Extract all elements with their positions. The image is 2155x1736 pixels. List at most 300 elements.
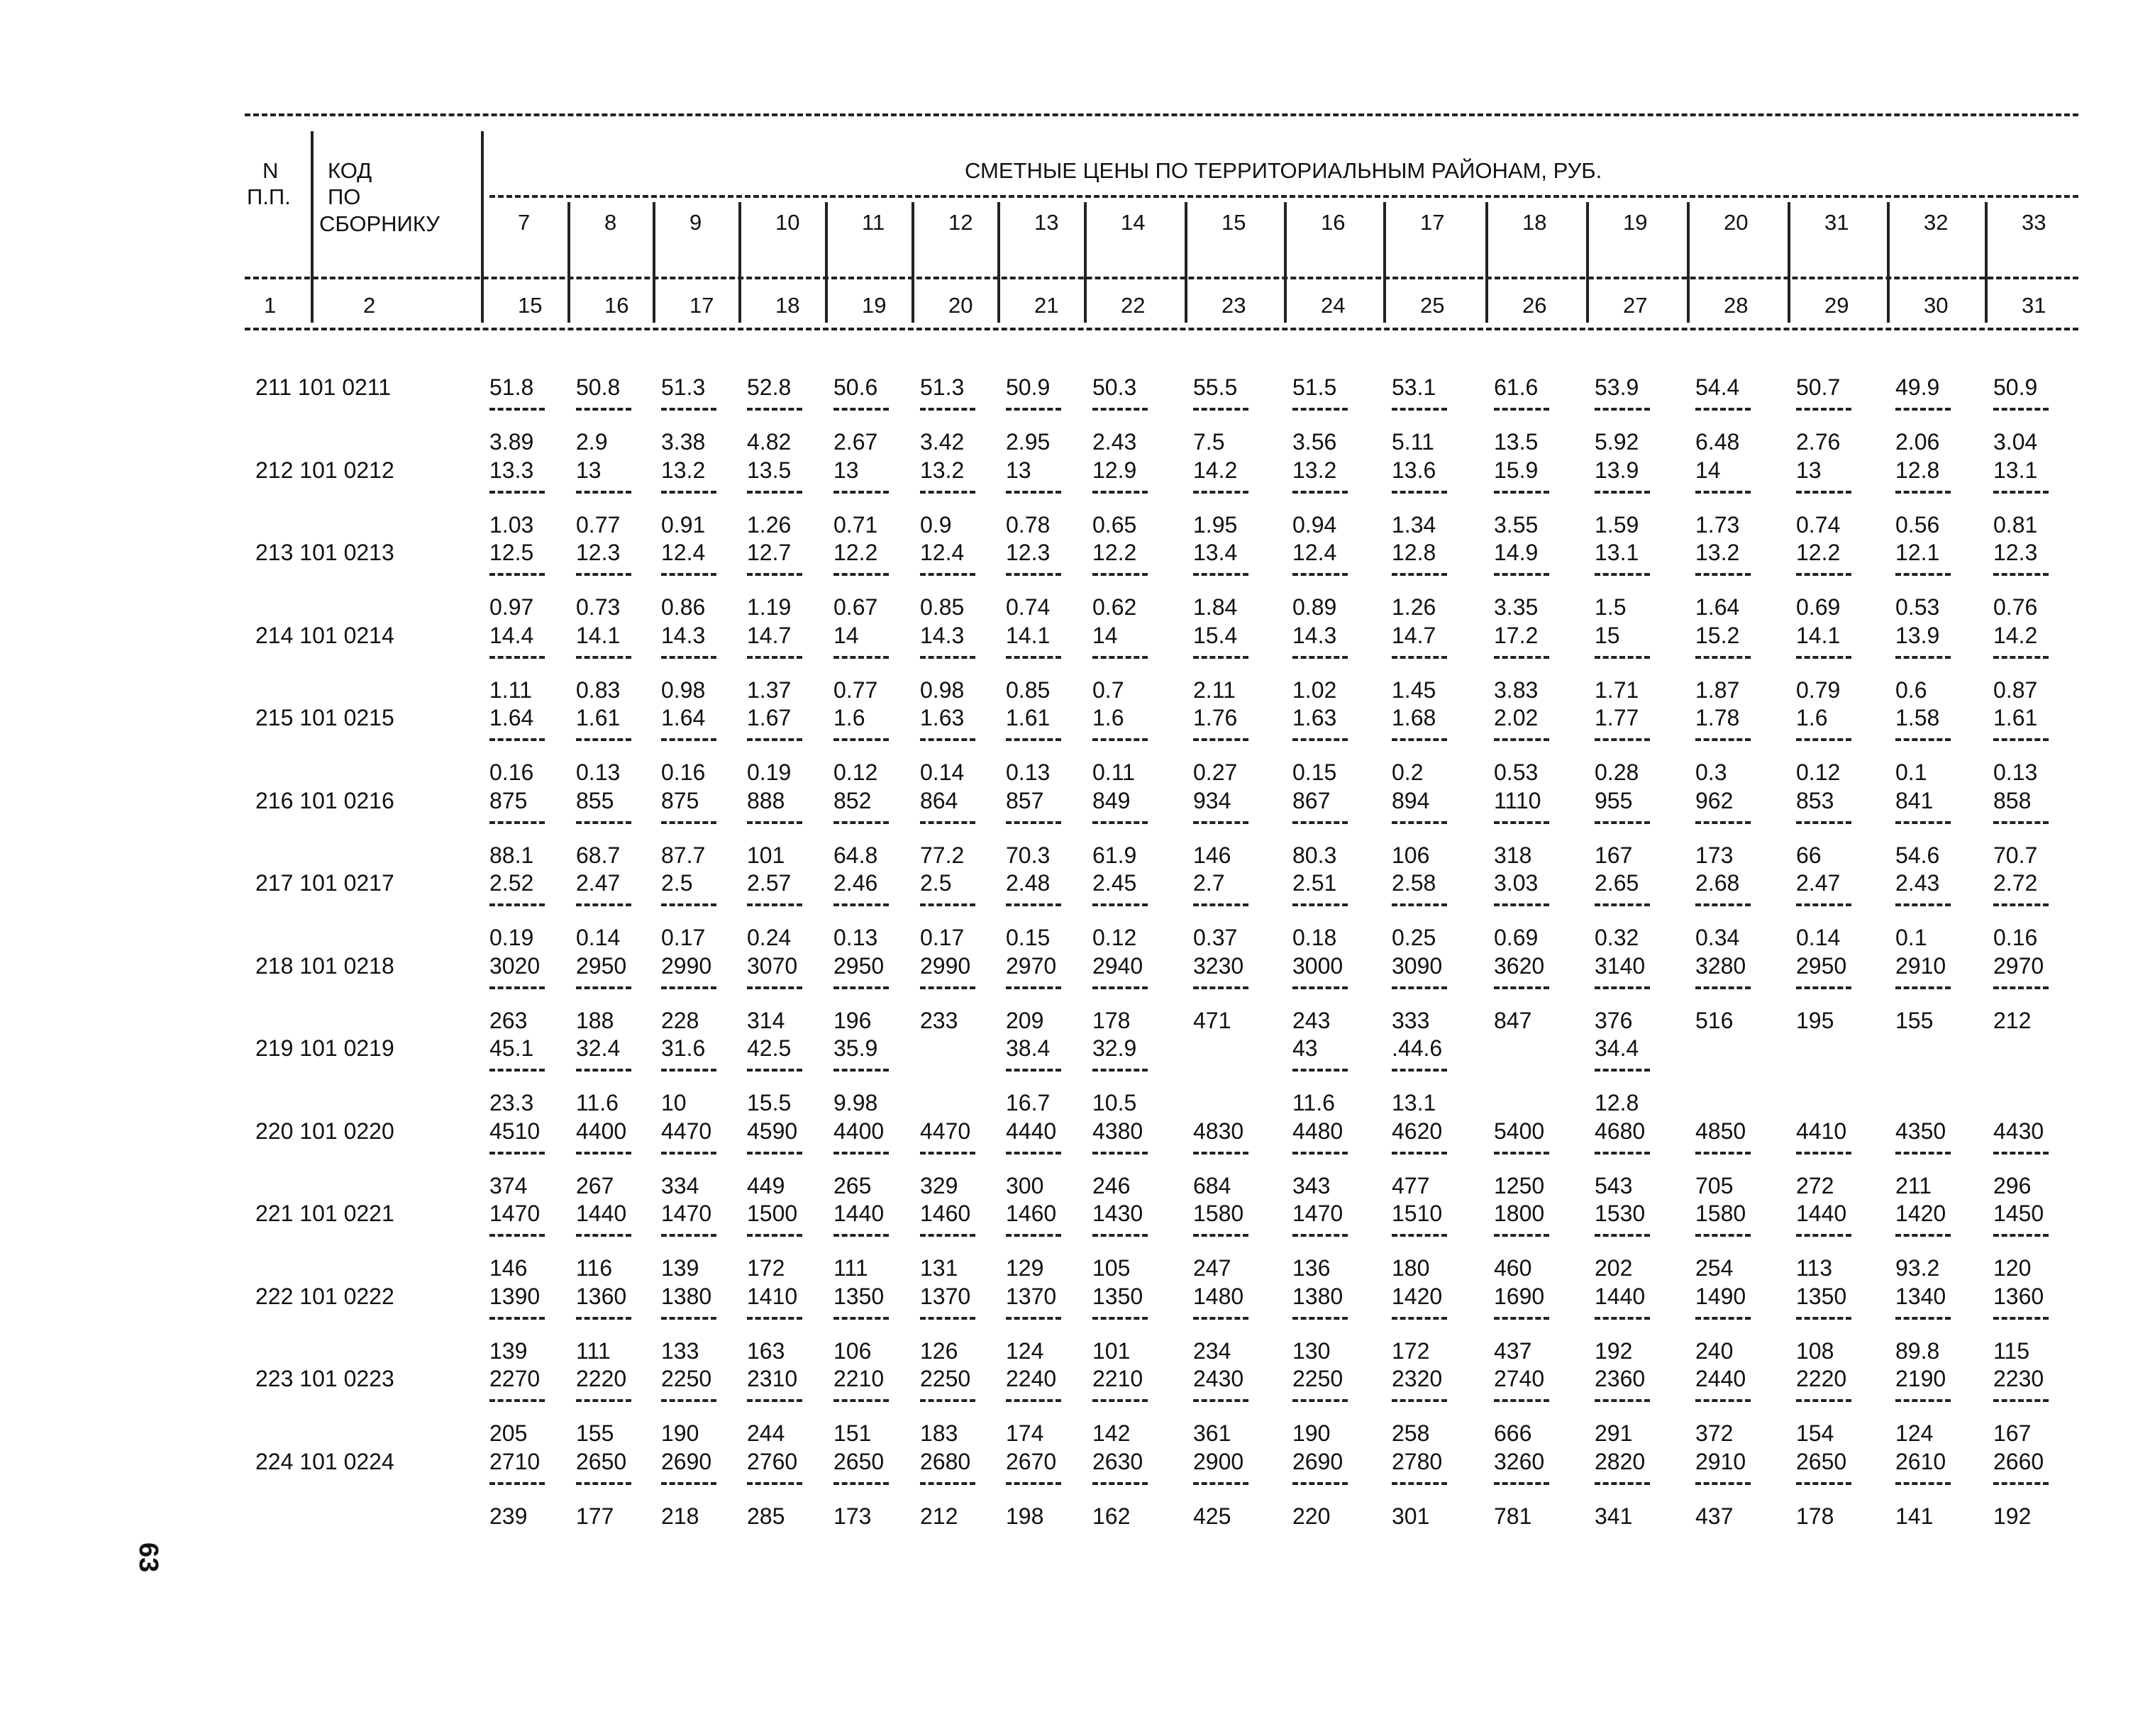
wage-value: 188	[576, 1007, 614, 1033]
wage-value: 0.56	[1895, 511, 1940, 538]
wage-value: 0.94	[1292, 511, 1337, 538]
row-code: 220 101 0220	[255, 1118, 394, 1144]
price-value: 1470	[489, 1201, 541, 1226]
fraction-line	[1092, 1317, 1148, 1320]
fraction-line	[489, 656, 545, 659]
wage-value: 0.11	[1092, 760, 1135, 785]
fraction-line	[576, 903, 631, 906]
wage-value: 666	[1494, 1420, 1532, 1446]
price-value: 32.4	[576, 1035, 621, 1061]
price-value: 2970	[1993, 952, 2044, 979]
price-value: 2910	[1695, 1448, 1746, 1474]
wage-value: 173	[833, 1503, 872, 1529]
fraction-line	[1193, 1317, 1248, 1320]
fraction-line	[1092, 821, 1148, 824]
fraction-line	[1796, 1234, 1851, 1237]
fraction-line	[1595, 656, 1650, 659]
district-separator	[1586, 202, 1589, 323]
fraction-line	[576, 1317, 631, 1320]
fraction-line	[1494, 1152, 1549, 1154]
fraction-line	[1895, 1399, 1951, 1402]
header-index-2: 2	[363, 293, 376, 318]
price-value: 1370	[1006, 1283, 1057, 1309]
fraction-line	[1392, 903, 1447, 906]
fraction-line	[1392, 1399, 1447, 1402]
fraction-line	[920, 408, 975, 411]
wage-value: 243	[1292, 1007, 1331, 1033]
price-value: 2990	[920, 952, 971, 979]
price-value: 51.3	[920, 374, 965, 400]
header-title: СМЕТНЫЕ ЦЕНЫ ПО ТЕРРИТОРИАЛЬНЫМ РАЙОНАМ, РУБ.	[965, 158, 1602, 183]
wage-value: 0.74	[1006, 594, 1051, 620]
wage-value: 116	[576, 1255, 613, 1281]
wage-value: 425	[1193, 1503, 1231, 1529]
wage-value: 16.7	[1006, 1090, 1051, 1115]
fraction-line	[1595, 738, 1650, 741]
price-value: 12.1	[1895, 540, 1940, 565]
wage-value: 2.11	[1193, 677, 1236, 703]
price-value: 2710	[489, 1448, 541, 1474]
price-value: 3020	[489, 952, 541, 979]
fraction-line	[1796, 491, 1851, 494]
wage-value: 113	[1796, 1255, 1833, 1281]
wage-value: 376	[1595, 1007, 1633, 1033]
wage-value: 285	[747, 1503, 785, 1529]
price-value: 1.6	[833, 705, 865, 730]
fraction-line	[1006, 408, 1061, 411]
price-value: 13.2	[1292, 457, 1337, 483]
price-value: 2670	[1006, 1448, 1057, 1474]
price-value: 2210	[1092, 1366, 1143, 1391]
wage-value: 296	[1993, 1172, 2032, 1198]
price-value: 894	[1392, 787, 1430, 813]
price-value: 1350	[1092, 1283, 1143, 1309]
price-value: 14	[1092, 622, 1118, 648]
wage-value: 333	[1392, 1007, 1430, 1033]
wage-value: 0.15	[1006, 925, 1051, 950]
price-value: 13	[576, 457, 602, 483]
wage-value: 133	[661, 1337, 699, 1364]
price-value: 3.03	[1494, 870, 1539, 896]
wage-value: 198	[1006, 1503, 1044, 1529]
wage-value: 183	[920, 1420, 958, 1446]
column-number: 20	[948, 293, 973, 318]
wage-value: 87.7	[661, 842, 706, 868]
price-value: 1420	[1392, 1283, 1443, 1309]
wage-value: 543	[1595, 1172, 1633, 1198]
fraction-line	[1392, 986, 1447, 989]
wage-value: 146	[489, 1255, 528, 1281]
wage-value: 155	[576, 1420, 614, 1446]
price-value: 2650	[1796, 1448, 1847, 1474]
fraction-line	[1993, 1317, 2049, 1320]
district-separator	[653, 202, 655, 323]
column-number: 26	[1522, 293, 1547, 318]
district-separator	[1687, 202, 1690, 323]
fraction-line	[489, 1234, 545, 1237]
price-value: 1580	[1193, 1201, 1244, 1226]
fraction-line	[920, 821, 975, 824]
wage-value: 0.79	[1796, 677, 1841, 703]
wage-value: 0.98	[920, 677, 965, 703]
wage-value: 1.84	[1193, 594, 1238, 620]
column-number: 19	[862, 293, 887, 318]
price-value: 1580	[1695, 1201, 1746, 1226]
price-value: 35.9	[833, 1035, 878, 1061]
wage-value: 329	[920, 1172, 958, 1198]
fraction-line	[576, 738, 631, 741]
fraction-line	[1092, 573, 1148, 576]
price-value: 1440	[833, 1201, 885, 1226]
price-value: 3090	[1392, 952, 1443, 979]
price-value: 2940	[1092, 952, 1143, 979]
price-value: 1.6	[1796, 705, 1828, 730]
price-value: 12.2	[833, 540, 878, 565]
wage-value: 0.1	[1895, 925, 1927, 950]
fraction-line	[1993, 573, 2049, 576]
fraction-line	[833, 1152, 889, 1154]
price-value: 12.5	[489, 540, 534, 565]
fraction-line	[1292, 1069, 1348, 1072]
price-value: 14.1	[1796, 622, 1841, 648]
wage-value: 196	[833, 1007, 872, 1033]
fraction-line	[833, 491, 889, 494]
fraction-line	[661, 1399, 716, 1402]
fraction-line	[489, 1152, 545, 1154]
wage-value: 300	[1006, 1172, 1044, 1198]
price-value: 2230	[1993, 1366, 2044, 1391]
fraction-line	[1494, 1234, 1549, 1237]
fraction-line	[576, 656, 631, 659]
fraction-line	[1006, 1317, 1061, 1320]
fraction-line	[1193, 1399, 1248, 1402]
price-value: 55.5	[1193, 374, 1238, 400]
wage-value: 23.3	[489, 1090, 534, 1115]
fraction-line	[489, 573, 545, 576]
price-value: 2.52	[489, 870, 534, 896]
district-number: 18	[1522, 210, 1547, 235]
wage-value: 3.35	[1494, 594, 1539, 620]
price-value: 2430	[1193, 1366, 1244, 1391]
wage-value: 178	[1092, 1007, 1131, 1033]
price-value: 45.1	[489, 1035, 534, 1061]
district-number: 15	[1221, 210, 1246, 235]
price-value: 3140	[1595, 952, 1646, 979]
price-value: 1.61	[576, 705, 621, 730]
wage-value: 3.42	[920, 429, 965, 455]
column-number: 18	[775, 293, 800, 318]
wage-value: 0.71	[833, 511, 878, 538]
wage-value: 192	[1595, 1337, 1633, 1364]
wage-value: 449	[747, 1172, 785, 1198]
price-value: 2.5	[920, 870, 952, 896]
fraction-line	[1092, 1482, 1148, 1485]
wage-value: 1.02	[1292, 677, 1337, 703]
wage-value: 3.89	[489, 429, 534, 455]
wage-value: 5.92	[1595, 429, 1639, 455]
fraction-line	[747, 491, 802, 494]
fraction-line	[920, 1399, 975, 1402]
fraction-line	[747, 573, 802, 576]
price-value: 1690	[1494, 1283, 1545, 1309]
fraction-line	[920, 903, 975, 906]
fraction-line	[1193, 1152, 1248, 1154]
wage-value: 318	[1494, 842, 1532, 868]
fraction-line	[1895, 986, 1951, 989]
price-value: 14.9	[1494, 540, 1539, 565]
wage-value: 1.03	[489, 511, 534, 538]
wage-value: 0.81	[1993, 511, 2038, 538]
fraction-line	[1695, 656, 1751, 659]
wage-value: 0.16	[1993, 925, 2038, 950]
wage-value: 3.83	[1494, 677, 1539, 703]
fraction-line	[1796, 1317, 1851, 1320]
price-value: 1.61	[1993, 705, 2038, 730]
fraction-line	[1494, 491, 1549, 494]
district-number: 8	[604, 210, 617, 235]
fraction-line	[1494, 1399, 1549, 1402]
district-number: 20	[1724, 210, 1749, 235]
price-value: 13.1	[1595, 540, 1639, 565]
wage-value: 220	[1292, 1503, 1331, 1529]
wage-value: 101	[747, 842, 785, 868]
district-separator	[1985, 202, 1988, 323]
row-code: 211 101 0211	[255, 374, 391, 400]
wage-value: 173	[1695, 842, 1734, 868]
fraction-line	[661, 1482, 716, 1485]
district-separator	[912, 202, 914, 323]
header-pp-label: П.П.	[247, 184, 291, 209]
fraction-line	[1695, 1234, 1751, 1237]
wage-value: 106	[1392, 842, 1430, 868]
wage-value: 172	[1392, 1337, 1430, 1364]
district-number: 11	[862, 210, 885, 235]
price-value: 2.57	[747, 870, 792, 896]
wage-value: 239	[489, 1503, 528, 1529]
wage-value: 0.85	[1006, 677, 1051, 703]
wage-value: 341	[1595, 1503, 1633, 1529]
price-value: 2910	[1895, 952, 1946, 979]
wage-value: 0.12	[1796, 760, 1841, 785]
price-value: 2.5	[661, 870, 693, 896]
wage-value: 0.27	[1193, 760, 1238, 785]
fraction-line	[661, 903, 716, 906]
wage-value: 0.76	[1993, 594, 2038, 620]
wage-value: 0.14	[576, 925, 621, 950]
price-value: 2.51	[1292, 870, 1337, 896]
fraction-line	[747, 1234, 802, 1237]
fraction-line	[1796, 903, 1851, 906]
price-value: 2250	[920, 1366, 971, 1391]
wage-value: 361	[1193, 1420, 1231, 1446]
price-value: 1.64	[661, 705, 706, 730]
price-value: 955	[1595, 787, 1633, 813]
price-value: 1.63	[1292, 705, 1337, 730]
price-value: 4400	[576, 1118, 627, 1144]
fraction-line	[1292, 738, 1348, 741]
wage-value: 2.43	[1092, 429, 1137, 455]
fraction-line	[1006, 1399, 1061, 1402]
fraction-line	[1895, 903, 1951, 906]
district-number: 17	[1420, 210, 1445, 235]
price-value: 4350	[1895, 1118, 1946, 1144]
fraction-line	[920, 1482, 975, 1485]
price-value: 1350	[833, 1283, 885, 1309]
wage-value: 0.2	[1392, 760, 1424, 785]
price-value: 50.3	[1092, 374, 1137, 400]
price-value: 4470	[920, 1118, 971, 1144]
wage-value: 212	[920, 1503, 958, 1529]
row-code: 218 101 0218	[255, 952, 394, 979]
price-value: 1470	[661, 1201, 712, 1226]
fraction-line	[1392, 1317, 1447, 1320]
price-value: 12.8	[1895, 457, 1940, 483]
fraction-line	[1993, 656, 2049, 659]
price-value: 15.2	[1695, 622, 1740, 648]
price-value: 2610	[1895, 1448, 1946, 1474]
price-value: 43	[1292, 1035, 1318, 1061]
district-number: 14	[1121, 210, 1146, 235]
price-value: 858	[1993, 787, 2032, 813]
wage-value: 0.78	[1006, 511, 1051, 538]
wage-value: 174	[1006, 1420, 1044, 1446]
row-code: 223 101 0223	[255, 1366, 394, 1391]
wage-value: 1.45	[1392, 677, 1436, 703]
wage-value: 1.19	[747, 594, 792, 620]
column-number: 23	[1221, 293, 1246, 318]
fraction-line	[747, 656, 802, 659]
fraction-line	[1292, 1152, 1348, 1154]
price-value: 4680	[1595, 1118, 1646, 1144]
fraction-line	[1193, 1482, 1248, 1485]
price-value: 14.3	[661, 622, 706, 648]
price-value: 12.4	[920, 540, 965, 565]
wage-value: 66	[1796, 842, 1822, 868]
fraction-line	[576, 1399, 631, 1402]
wage-value: 0.91	[661, 511, 706, 538]
column-number: 24	[1321, 293, 1346, 318]
price-value: 13.9	[1595, 457, 1639, 483]
fraction-line	[1292, 573, 1348, 576]
wage-value: 7.5	[1193, 429, 1225, 455]
price-value: 15.4	[1193, 622, 1238, 648]
wage-value: 5.11	[1392, 429, 1434, 455]
price-value: 14.2	[1193, 457, 1238, 483]
fraction-line	[1193, 408, 1248, 411]
price-value: 13.3	[489, 457, 534, 483]
price-value: 2690	[1292, 1448, 1344, 1474]
fraction-line	[1796, 821, 1851, 824]
district-number: 9	[689, 210, 702, 235]
fraction-line	[1895, 408, 1951, 411]
price-value: 13.6	[1392, 457, 1436, 483]
header-bottom-rule	[245, 328, 2078, 330]
fraction-line	[1494, 738, 1549, 741]
wage-value: 0.69	[1494, 925, 1539, 950]
price-value: 31.6	[661, 1035, 706, 1061]
price-value: 13.2	[1695, 540, 1740, 565]
price-value: 2220	[1796, 1366, 1847, 1391]
price-value: 15.9	[1494, 457, 1539, 483]
column-number: 21	[1034, 293, 1059, 318]
wage-value: 126	[920, 1337, 958, 1364]
wage-value: 202	[1595, 1255, 1633, 1281]
price-value: 1420	[1895, 1201, 1946, 1226]
wage-value: 13.1	[1392, 1090, 1436, 1115]
price-value: 12.9	[1092, 457, 1137, 483]
fraction-line	[1595, 1317, 1650, 1320]
wage-value: 0.15	[1292, 760, 1337, 785]
wage-value: 684	[1193, 1172, 1231, 1198]
district-number: 32	[1924, 210, 1949, 235]
wage-value: 141	[1895, 1503, 1934, 1529]
fraction-line	[1392, 1152, 1447, 1154]
wage-value: 334	[661, 1172, 699, 1198]
price-value: 4590	[747, 1118, 798, 1144]
fraction-line	[1895, 656, 1951, 659]
price-value: .44.6	[1392, 1035, 1443, 1061]
fraction-line	[1193, 738, 1248, 741]
fraction-line	[1092, 1399, 1148, 1402]
price-value: 14	[833, 622, 859, 648]
price-value: 4440	[1006, 1118, 1057, 1144]
price-value: 51.5	[1292, 374, 1337, 400]
wage-value: 6.48	[1695, 429, 1740, 455]
price-value: 3260	[1494, 1448, 1545, 1474]
fraction-line	[1006, 1152, 1061, 1154]
fraction-line	[1796, 738, 1851, 741]
price-value: 12.3	[1006, 540, 1051, 565]
wage-value: 151	[833, 1420, 872, 1446]
price-value: 1.76	[1193, 705, 1238, 730]
fraction-line	[1006, 573, 1061, 576]
wage-value: 0.3	[1695, 760, 1727, 785]
fraction-line	[1796, 573, 1851, 576]
price-value: 2.45	[1092, 870, 1137, 896]
wage-value: 0.14	[1796, 925, 1841, 950]
fraction-line	[1193, 986, 1248, 989]
wage-value: 228	[661, 1007, 699, 1033]
price-value: 2660	[1993, 1448, 2044, 1474]
price-value: 51.8	[489, 374, 534, 400]
price-value: 4480	[1292, 1118, 1344, 1144]
price-value: 14.4	[489, 622, 534, 648]
wage-value: 1.73	[1695, 511, 1740, 538]
price-value: 13	[1796, 457, 1822, 483]
district-separator	[738, 202, 741, 323]
fraction-line	[1006, 1234, 1061, 1237]
wage-value: 254	[1695, 1255, 1734, 1281]
wage-value: 471	[1193, 1007, 1231, 1033]
fraction-line	[489, 1069, 545, 1072]
district-number: 10	[775, 210, 800, 235]
wage-value: 0.67	[833, 594, 878, 620]
wage-value: 1.37	[747, 677, 792, 703]
column-number: 22	[1121, 293, 1146, 318]
price-value: 875	[489, 787, 528, 813]
fraction-line	[1993, 1152, 2049, 1154]
fraction-line	[1895, 1317, 1951, 1320]
price-value: 2950	[576, 952, 627, 979]
price-value: 13.2	[920, 457, 965, 483]
district-separator	[481, 202, 484, 323]
fraction-line	[489, 986, 545, 989]
fraction-line	[1695, 821, 1751, 824]
district-number: 19	[1623, 210, 1648, 235]
fraction-line	[1193, 656, 1248, 659]
wage-value: 1.34	[1392, 511, 1436, 538]
header-mid-rule	[245, 277, 2078, 279]
